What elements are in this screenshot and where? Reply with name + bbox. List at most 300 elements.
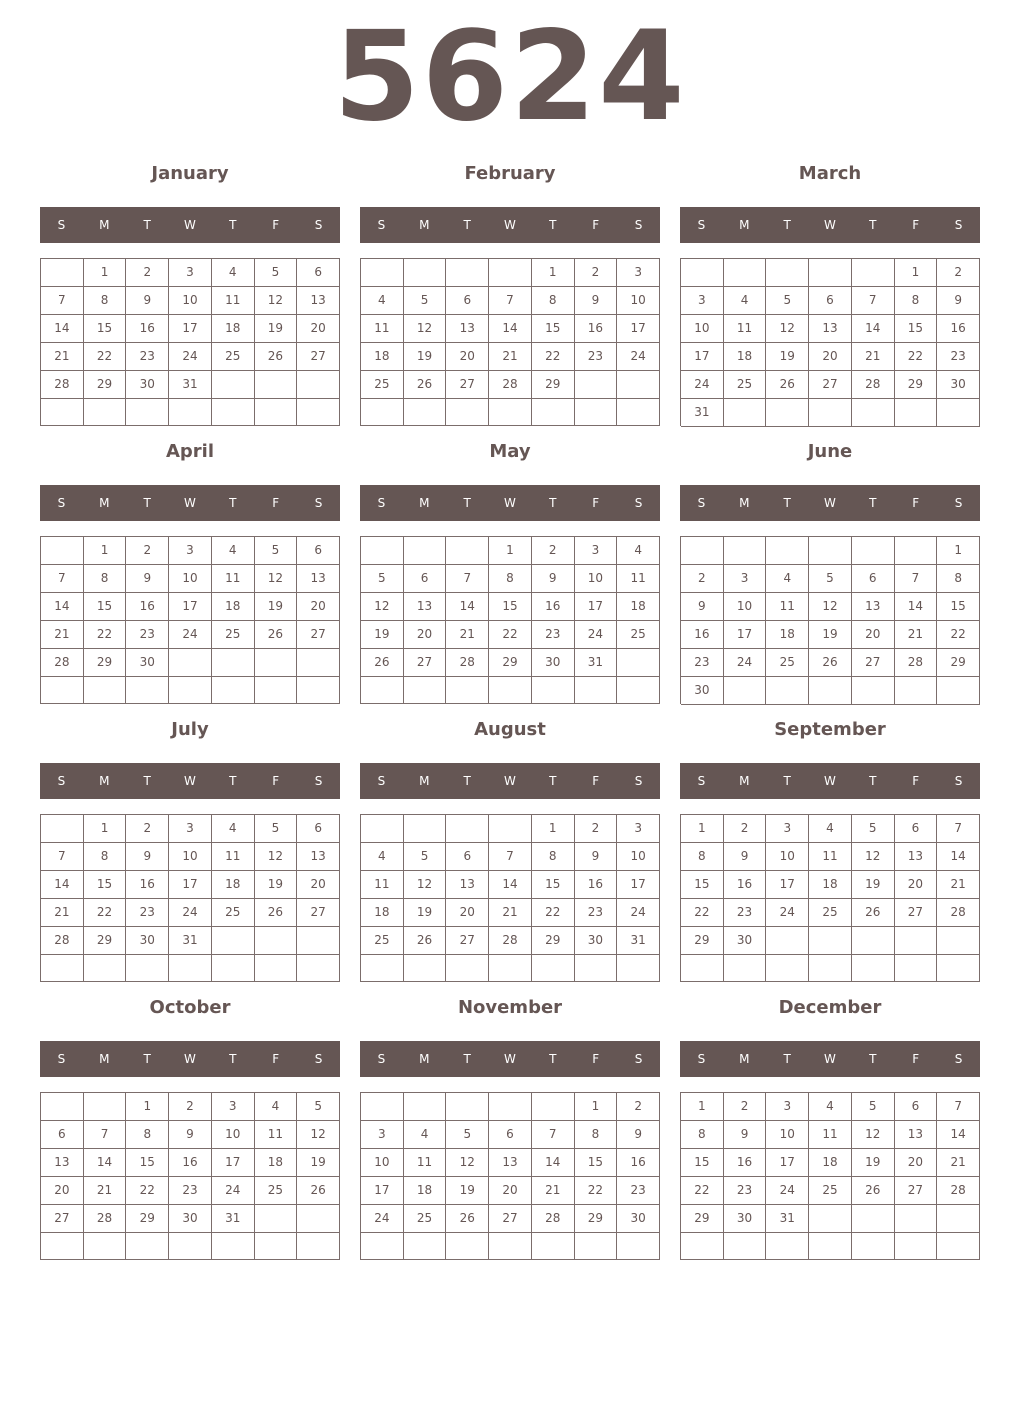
day-cell: 15 — [895, 315, 938, 343]
day-cell: 14 — [937, 1121, 980, 1149]
empty-day-cell — [361, 955, 404, 982]
empty-day-cell — [126, 955, 169, 982]
day-cell: 16 — [169, 1149, 212, 1177]
weekday-header — [40, 1041, 340, 1077]
day-cell: 30 — [724, 927, 767, 955]
day-cell: 9 — [724, 1121, 767, 1149]
weekday-label: W — [824, 774, 836, 788]
weekday-header — [360, 207, 660, 243]
weekday-label: T — [549, 1052, 557, 1066]
weekday-header — [40, 763, 340, 799]
empty-day-cell — [575, 1233, 618, 1260]
month-calendar — [680, 714, 980, 982]
day-cell: 21 — [895, 621, 938, 649]
empty-day-cell — [852, 1205, 895, 1233]
empty-day-cell — [84, 399, 127, 426]
empty-day-cell — [212, 371, 255, 399]
empty-day-cell — [724, 1233, 767, 1260]
weekday-label: S — [954, 496, 963, 510]
day-cell: 7 — [937, 1093, 980, 1121]
day-cell: 13 — [404, 593, 447, 621]
day-cell: 8 — [575, 1121, 618, 1149]
day-cell: 14 — [41, 871, 84, 899]
day-cell: 28 — [489, 927, 532, 955]
day-cell: 28 — [937, 899, 980, 927]
weekday-label: S — [634, 774, 643, 788]
day-cell: 8 — [489, 565, 532, 593]
weekday-label: F — [912, 496, 920, 510]
empty-day-cell — [617, 399, 660, 426]
day-cell: 26 — [446, 1205, 489, 1233]
empty-day-cell — [255, 955, 298, 982]
day-cell: 23 — [532, 621, 575, 649]
day-cell: 8 — [126, 1121, 169, 1149]
month-calendar — [360, 158, 660, 426]
day-cell: 24 — [617, 343, 660, 371]
day-cell: 15 — [937, 593, 980, 621]
day-cell: 15 — [532, 315, 575, 343]
day-cell: 29 — [895, 371, 938, 399]
day-cell: 19 — [297, 1149, 340, 1177]
day-cell: 4 — [212, 815, 255, 843]
day-cell: 17 — [169, 871, 212, 899]
day-cell: 12 — [255, 287, 298, 315]
empty-day-cell — [41, 259, 84, 287]
day-cell: 30 — [724, 1205, 767, 1233]
day-cell: 9 — [937, 287, 980, 315]
day-cell: 6 — [297, 537, 340, 565]
day-cell: 5 — [297, 1093, 340, 1121]
day-cell: 21 — [489, 899, 532, 927]
day-cell: 12 — [255, 565, 298, 593]
day-cell: 10 — [169, 565, 212, 593]
day-cell: 26 — [852, 899, 895, 927]
day-cell: 2 — [532, 537, 575, 565]
empty-day-cell — [724, 259, 767, 287]
empty-day-cell — [169, 399, 212, 426]
day-cell: 6 — [852, 565, 895, 593]
day-cell: 30 — [126, 927, 169, 955]
day-cell: 22 — [84, 621, 127, 649]
empty-day-cell — [895, 1233, 938, 1260]
empty-day-cell — [575, 371, 618, 399]
weekday-label: T — [869, 1052, 877, 1066]
weekday-label: S — [634, 496, 643, 510]
day-cell: 13 — [41, 1149, 84, 1177]
empty-day-cell — [41, 1093, 84, 1121]
day-cell: 3 — [766, 1093, 809, 1121]
day-grid — [360, 536, 660, 704]
day-cell: 28 — [489, 371, 532, 399]
month-calendar — [680, 158, 980, 426]
month-name: June — [807, 441, 853, 462]
empty-day-cell — [361, 1233, 404, 1260]
empty-day-cell — [84, 1233, 127, 1260]
empty-day-cell — [489, 399, 532, 426]
empty-day-cell — [532, 1093, 575, 1121]
day-cell: 7 — [937, 815, 980, 843]
empty-day-cell — [895, 537, 938, 565]
day-cell: 6 — [895, 815, 938, 843]
empty-day-cell — [532, 955, 575, 982]
day-cell: 12 — [255, 843, 298, 871]
day-cell: 20 — [895, 1149, 938, 1177]
day-cell: 31 — [575, 649, 618, 677]
empty-day-cell — [937, 677, 980, 705]
day-cell: 21 — [41, 343, 84, 371]
day-cell: 22 — [681, 899, 724, 927]
weekday-label: M — [99, 1052, 110, 1066]
empty-day-cell — [212, 677, 255, 704]
day-cell: 13 — [852, 593, 895, 621]
empty-day-cell — [255, 371, 298, 399]
weekday-label: M — [99, 218, 110, 232]
day-cell: 21 — [84, 1177, 127, 1205]
day-cell: 3 — [617, 259, 660, 287]
day-cell: 10 — [575, 565, 618, 593]
weekday-header — [680, 207, 980, 243]
day-cell: 31 — [681, 399, 724, 427]
day-cell: 20 — [404, 621, 447, 649]
empty-day-cell — [617, 1233, 660, 1260]
day-cell: 29 — [532, 927, 575, 955]
day-cell: 24 — [766, 1177, 809, 1205]
weekday-label: W — [824, 218, 836, 232]
day-cell: 2 — [681, 565, 724, 593]
day-cell: 9 — [126, 287, 169, 315]
empty-day-cell — [809, 1205, 852, 1233]
day-cell: 1 — [126, 1093, 169, 1121]
empty-day-cell — [297, 649, 340, 677]
empty-day-cell — [489, 677, 532, 704]
day-cell: 16 — [681, 621, 724, 649]
day-cell: 16 — [724, 871, 767, 899]
day-grid — [360, 1092, 660, 1260]
day-cell: 4 — [809, 1093, 852, 1121]
day-cell: 12 — [446, 1149, 489, 1177]
day-cell: 21 — [937, 1149, 980, 1177]
day-cell: 29 — [489, 649, 532, 677]
day-cell: 27 — [297, 899, 340, 927]
empty-day-cell — [766, 1233, 809, 1260]
day-cell: 19 — [255, 593, 298, 621]
day-cell: 19 — [255, 315, 298, 343]
weekday-label: W — [184, 218, 196, 232]
day-cell: 3 — [724, 565, 767, 593]
day-cell: 18 — [724, 343, 767, 371]
day-cell: 17 — [617, 315, 660, 343]
day-cell: 17 — [766, 1149, 809, 1177]
day-cell: 24 — [617, 899, 660, 927]
day-cell: 26 — [255, 343, 298, 371]
day-cell: 15 — [489, 593, 532, 621]
day-cell: 16 — [126, 593, 169, 621]
day-cell: 27 — [297, 621, 340, 649]
day-cell: 18 — [255, 1149, 298, 1177]
day-cell: 16 — [575, 315, 618, 343]
day-cell: 8 — [681, 843, 724, 871]
day-cell: 17 — [361, 1177, 404, 1205]
empty-day-cell — [84, 955, 127, 982]
weekday-label: T — [229, 496, 237, 510]
day-cell: 23 — [126, 621, 169, 649]
day-cell: 19 — [446, 1177, 489, 1205]
empty-day-cell — [361, 259, 404, 287]
day-cell: 10 — [766, 843, 809, 871]
day-cell: 17 — [169, 315, 212, 343]
day-cell: 22 — [575, 1177, 618, 1205]
day-cell: 2 — [169, 1093, 212, 1121]
empty-day-cell — [617, 371, 660, 399]
day-cell: 29 — [937, 649, 980, 677]
day-cell: 24 — [681, 371, 724, 399]
day-cell: 4 — [255, 1093, 298, 1121]
day-cell: 7 — [895, 565, 938, 593]
empty-day-cell — [212, 399, 255, 426]
month-calendar — [40, 436, 340, 704]
empty-day-cell — [489, 1093, 532, 1121]
day-cell: 2 — [575, 815, 618, 843]
weekday-header — [40, 485, 340, 521]
day-cell: 18 — [809, 1149, 852, 1177]
day-cell: 15 — [681, 871, 724, 899]
weekday-label: S — [954, 1052, 963, 1066]
empty-day-cell — [404, 1233, 447, 1260]
weekday-label: F — [272, 496, 280, 510]
month-name: November — [457, 997, 563, 1018]
day-cell: 19 — [361, 621, 404, 649]
weekday-label: S — [57, 774, 66, 788]
weekday-label: M — [739, 1052, 750, 1066]
empty-day-cell — [297, 927, 340, 955]
empty-day-cell — [297, 955, 340, 982]
day-cell: 11 — [361, 871, 404, 899]
day-cell: 5 — [852, 1093, 895, 1121]
empty-day-cell — [681, 1233, 724, 1260]
day-cell: 12 — [404, 315, 447, 343]
day-cell: 20 — [809, 343, 852, 371]
day-cell: 1 — [575, 1093, 618, 1121]
day-cell: 28 — [852, 371, 895, 399]
empty-day-cell — [446, 1233, 489, 1260]
empty-day-cell — [575, 955, 618, 982]
day-cell: 27 — [404, 649, 447, 677]
day-cell: 25 — [404, 1205, 447, 1233]
day-cell: 22 — [126, 1177, 169, 1205]
day-cell: 17 — [212, 1149, 255, 1177]
empty-day-cell — [937, 927, 980, 955]
day-cell: 9 — [681, 593, 724, 621]
day-cell: 26 — [809, 649, 852, 677]
empty-day-cell — [212, 1233, 255, 1260]
day-cell: 30 — [126, 649, 169, 677]
empty-day-cell — [489, 259, 532, 287]
empty-day-cell — [169, 677, 212, 704]
day-cell: 24 — [361, 1205, 404, 1233]
day-cell: 23 — [724, 899, 767, 927]
day-cell: 11 — [809, 1121, 852, 1149]
day-cell: 23 — [724, 1177, 767, 1205]
day-cell: 1 — [937, 537, 980, 565]
day-grid — [680, 258, 980, 426]
day-cell: 7 — [489, 287, 532, 315]
day-cell: 18 — [809, 871, 852, 899]
empty-day-cell — [446, 537, 489, 565]
day-grid — [40, 536, 340, 704]
day-cell: 13 — [446, 871, 489, 899]
day-cell: 2 — [575, 259, 618, 287]
weekday-label: S — [314, 496, 323, 510]
day-cell: 20 — [446, 899, 489, 927]
day-cell: 18 — [212, 315, 255, 343]
day-cell: 29 — [532, 371, 575, 399]
day-cell: 27 — [852, 649, 895, 677]
month-name: April — [165, 441, 215, 462]
weekday-label: M — [419, 218, 430, 232]
day-cell: 15 — [126, 1149, 169, 1177]
month-calendar — [680, 436, 980, 704]
empty-day-cell — [404, 1093, 447, 1121]
day-cell: 9 — [126, 565, 169, 593]
day-cell: 16 — [937, 315, 980, 343]
day-cell: 19 — [766, 343, 809, 371]
day-cell: 10 — [617, 843, 660, 871]
day-cell: 4 — [404, 1121, 447, 1149]
day-cell: 11 — [361, 315, 404, 343]
day-cell: 12 — [809, 593, 852, 621]
day-cell: 2 — [126, 815, 169, 843]
day-cell: 14 — [489, 871, 532, 899]
day-cell: 23 — [575, 899, 618, 927]
month-calendar — [40, 992, 340, 1260]
day-cell: 16 — [532, 593, 575, 621]
empty-day-cell — [404, 955, 447, 982]
weekday-label: W — [184, 496, 196, 510]
day-cell: 21 — [532, 1177, 575, 1205]
day-cell: 28 — [41, 649, 84, 677]
weekday-label: T — [783, 1052, 791, 1066]
empty-day-cell — [297, 677, 340, 704]
day-cell: 13 — [297, 565, 340, 593]
day-cell: 25 — [724, 371, 767, 399]
weekday-label: F — [592, 218, 600, 232]
month-name: October — [149, 997, 231, 1018]
day-grid — [680, 536, 980, 704]
day-cell: 29 — [84, 371, 127, 399]
day-cell: 9 — [169, 1121, 212, 1149]
day-cell: 29 — [126, 1205, 169, 1233]
day-cell: 21 — [41, 899, 84, 927]
month-calendar — [360, 992, 660, 1260]
day-cell: 11 — [255, 1121, 298, 1149]
empty-day-cell — [724, 537, 767, 565]
day-cell: 12 — [852, 1121, 895, 1149]
day-cell: 26 — [255, 621, 298, 649]
day-cell: 17 — [575, 593, 618, 621]
day-cell: 1 — [895, 259, 938, 287]
weekday-label: T — [229, 1052, 237, 1066]
empty-day-cell — [361, 677, 404, 704]
day-cell: 4 — [766, 565, 809, 593]
day-cell: 18 — [361, 343, 404, 371]
day-cell: 24 — [169, 621, 212, 649]
day-cell: 11 — [809, 843, 852, 871]
day-cell: 5 — [255, 259, 298, 287]
day-cell: 14 — [532, 1149, 575, 1177]
empty-day-cell — [126, 399, 169, 426]
day-cell: 1 — [84, 537, 127, 565]
empty-day-cell — [169, 1233, 212, 1260]
months-grid — [40, 158, 980, 1260]
weekday-label: W — [824, 1052, 836, 1066]
day-cell: 11 — [212, 287, 255, 315]
day-cell: 1 — [489, 537, 532, 565]
weekday-header — [680, 763, 980, 799]
weekday-label: T — [229, 774, 237, 788]
month-name: January — [151, 163, 229, 184]
month-calendar — [40, 714, 340, 982]
day-cell: 25 — [212, 621, 255, 649]
day-cell: 12 — [404, 871, 447, 899]
weekday-label: M — [419, 1052, 430, 1066]
weekday-label: F — [592, 774, 600, 788]
day-cell: 31 — [766, 1205, 809, 1233]
empty-day-cell — [404, 259, 447, 287]
empty-day-cell — [895, 1205, 938, 1233]
empty-day-cell — [937, 399, 980, 427]
day-cell: 1 — [532, 259, 575, 287]
day-cell: 27 — [446, 927, 489, 955]
empty-day-cell — [766, 955, 809, 982]
empty-day-cell — [297, 1233, 340, 1260]
weekday-label: S — [314, 218, 323, 232]
month-name: December — [778, 997, 882, 1018]
day-cell: 9 — [617, 1121, 660, 1149]
weekday-label: F — [912, 1052, 920, 1066]
day-cell: 1 — [681, 815, 724, 843]
day-cell: 5 — [404, 843, 447, 871]
empty-day-cell — [126, 677, 169, 704]
day-cell: 11 — [617, 565, 660, 593]
day-cell: 18 — [212, 593, 255, 621]
weekday-label: S — [697, 774, 706, 788]
month-calendar — [360, 714, 660, 982]
day-cell: 4 — [361, 843, 404, 871]
empty-day-cell — [41, 537, 84, 565]
empty-day-cell — [212, 955, 255, 982]
weekday-label: S — [634, 1052, 643, 1066]
empty-day-cell — [41, 399, 84, 426]
day-cell: 17 — [681, 343, 724, 371]
day-cell: 26 — [297, 1177, 340, 1205]
empty-day-cell — [489, 955, 532, 982]
empty-day-cell — [446, 955, 489, 982]
day-cell: 12 — [852, 843, 895, 871]
day-cell: 22 — [532, 343, 575, 371]
weekday-label: T — [143, 1052, 151, 1066]
day-cell: 1 — [532, 815, 575, 843]
empty-day-cell — [255, 677, 298, 704]
day-cell: 19 — [852, 1149, 895, 1177]
day-cell: 15 — [575, 1149, 618, 1177]
day-cell: 20 — [895, 871, 938, 899]
day-cell: 11 — [212, 565, 255, 593]
day-cell: 17 — [724, 621, 767, 649]
day-cell: 3 — [169, 815, 212, 843]
weekday-label: T — [549, 218, 557, 232]
day-cell: 24 — [212, 1177, 255, 1205]
weekday-label: T — [549, 774, 557, 788]
